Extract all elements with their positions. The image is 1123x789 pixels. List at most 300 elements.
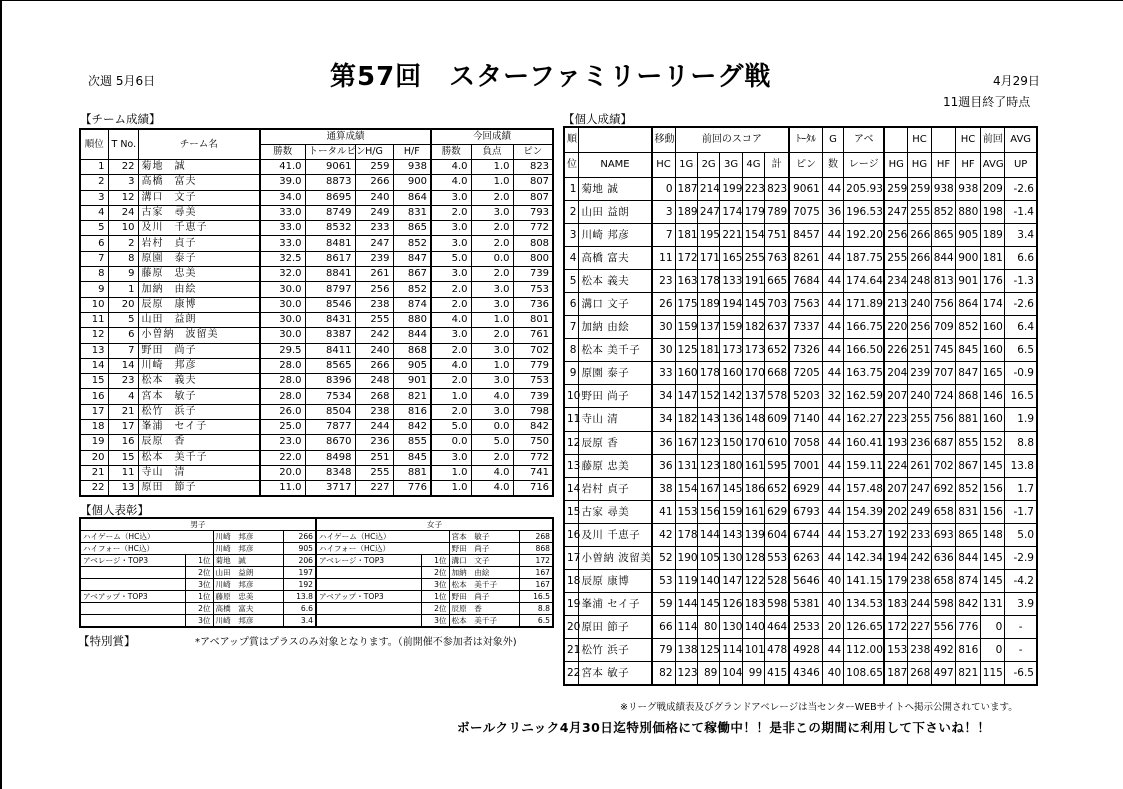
team-no: 6 [108,328,138,343]
prev-average: 152 [980,431,1005,454]
next-week-date: 次週 5月6日 [88,74,156,88]
team-current-losses: 1.0 [471,312,513,327]
player-hc: 11 [652,246,675,269]
player-name: 原田 節子 [579,616,652,639]
hc-hf: 844 [956,547,981,570]
table-row [80,160,553,175]
team-total-pins: 8431 [305,312,355,327]
special-award-note: *アベアップ賞はプラスのみ対象となります。（前開催不参加者は対象外) [195,637,517,648]
prev-g3: 173 [720,339,742,362]
hf: 636 [931,547,956,570]
table-row [564,662,1037,686]
team-current-pins: 739 [513,389,553,404]
team-no: 7 [108,343,138,358]
table-row [564,639,1037,662]
team-current-wins: 1.0 [431,465,471,480]
prev-sum: 478 [765,639,790,662]
player-hc: 34 [652,408,675,431]
table-row [564,316,1037,339]
prev-g2: 167 [697,477,719,500]
table-row [564,339,1037,362]
team-current-pins: 798 [513,404,553,419]
table-row [80,389,553,404]
awards-men-header: 男子 [80,518,316,531]
team-total-wins: 28.0 [260,374,305,389]
hc-hf: 831 [956,500,981,523]
player-rank: 22 [564,662,579,686]
player-rank: 8 [564,339,579,362]
games: 44 [822,362,843,385]
ind-header-hc-hg-1: HC [908,127,931,152]
total-pins: 7058 [789,431,822,454]
team-name: 加納 由絵 [138,282,260,297]
prev-g2: 140 [697,570,719,593]
prev-sum: 665 [765,269,790,292]
prev-g2: 178 [697,362,719,385]
team-hg: 268 [355,389,393,404]
team-current-pins: 808 [513,236,553,251]
team-hf: 867 [393,267,431,282]
team-no: 8 [108,251,138,266]
team-hf: 855 [393,435,431,450]
ave-top3-men-value: 206 [283,555,316,567]
men-high-game-label: ハイゲーム（HC込） [80,531,213,543]
women-high-game-name: 宮本 敏子 [449,531,519,543]
ave-top3-women-value: 172 [519,555,553,567]
average: 134.53 [844,593,885,616]
prev-g3: 174 [720,200,742,223]
hc-hg: 255 [908,408,931,431]
team-rank: 15 [80,374,108,389]
team-total-wins: 30.0 [260,312,305,327]
team-name: 岩村 貞子 [138,236,260,251]
prev-average: 160 [980,339,1005,362]
team-no: 2 [108,236,138,251]
team-total-pins: 8396 [305,374,355,389]
team-hg: 266 [355,175,393,190]
prev-g2: 80 [697,616,719,639]
team-hf: 852 [393,282,431,297]
subheader-losses: 負点 [471,145,513,160]
prev-sum: 668 [765,362,790,385]
prev-g4: 99 [742,662,764,686]
women-high-four-name: 野田 尚子 [449,543,519,555]
hc-hf: 864 [956,292,981,315]
team-total-wins: 29.5 [260,343,305,358]
prev-g2: 247 [697,200,719,223]
hc-hg: 251 [908,339,931,362]
team-rank: 10 [80,297,108,312]
team-current-wins: 5.0 [431,251,471,266]
player-rank: 11 [564,408,579,431]
table-row [564,292,1037,315]
player-name: 峯浦 セイ子 [579,593,652,616]
prev-sum: 763 [765,246,790,269]
average: 196.53 [844,200,885,223]
team-name: 原田 節子 [138,481,260,497]
team-hg: 238 [355,297,393,312]
hg: 207 [884,477,907,500]
player-rank: 19 [564,593,579,616]
team-current-losses: 0.0 [471,251,513,266]
ind-header-prev-ave-2: AVG [980,152,1005,177]
games: 44 [822,454,843,477]
prev-average: 156 [980,477,1005,500]
team-hf: 776 [393,481,431,497]
team-hf: 844 [393,328,431,343]
prev-g3: 159 [720,500,742,523]
team-current-wins: 4.0 [431,312,471,327]
prev-average: 198 [980,200,1005,223]
prev-average: 148 [980,523,1005,546]
prev-g4: 170 [742,362,764,385]
team-rank: 21 [80,465,108,480]
hf: 756 [931,292,956,315]
ind-header-hc-hg-2: HG [908,152,931,177]
team-hf: 821 [393,389,431,404]
team-rank: 5 [80,221,108,236]
prev-average: 131 [980,593,1005,616]
hc-hg: 249 [908,500,931,523]
prev-g2: 181 [697,339,719,362]
hf: 658 [931,500,956,523]
total-pins: 6793 [789,500,822,523]
team-total-pins: 8504 [305,404,355,419]
prev-g1: 187 [675,177,697,200]
prev-g4: 186 [742,477,764,500]
hg: 193 [884,431,907,454]
average: 187.75 [844,246,885,269]
games: 44 [822,547,843,570]
team-current-wins: 2.0 [431,205,471,220]
hf: 852 [931,200,956,223]
ind-header-up-1: AVG [1005,127,1037,152]
average: 126.65 [844,616,885,639]
prev-g3: 130 [720,547,742,570]
team-total-wins: 30.0 [260,328,305,343]
hc-hg: 242 [908,547,931,570]
ave-top3-men-name: 川崎 邦彦 [213,579,283,591]
avg-up: -2.6 [1005,292,1037,315]
prev-g4: 179 [742,200,764,223]
hf: 709 [931,316,956,339]
team-no: 24 [108,205,138,220]
prev-g1: 123 [675,662,697,686]
team-rank: 7 [80,251,108,266]
team-rank: 17 [80,404,108,419]
hc-hf: 852 [956,316,981,339]
prev-g1: 160 [675,362,697,385]
hf: 556 [931,616,956,639]
hg: 259 [884,177,907,200]
prev-g1: 147 [675,385,697,408]
team-hg: 240 [355,343,393,358]
ind-header-hg-blank [884,127,907,152]
team-total-wins: 33.0 [260,205,305,220]
prev-sum: 578 [765,385,790,408]
table-row [80,615,553,628]
prev-g2: 178 [697,269,719,292]
games: 44 [822,223,843,246]
team-rank: 19 [80,435,108,450]
team-hg: 261 [355,267,393,282]
games: 32 [822,385,843,408]
team-hf: 816 [393,404,431,419]
table-row [80,343,553,358]
prev-g3: 136 [720,408,742,431]
hc-hg: 261 [908,454,931,477]
table-row [564,477,1037,500]
team-total-wins: 34.0 [260,190,305,205]
aveup-top3-women-value: 8.8 [519,603,553,615]
hc-hf: 905 [956,223,981,246]
team-current-wins: 5.0 [431,420,471,435]
table-row [564,454,1037,477]
hg: 224 [884,454,907,477]
prev-average: 189 [980,223,1005,246]
team-current-pins: 736 [513,297,553,312]
prev-average: 176 [980,269,1005,292]
total-pins: 5381 [789,593,822,616]
player-name: 辰原 康博 [579,570,652,593]
ave-top3-women-rank: 3位 [421,579,449,591]
team-hg: 239 [355,251,393,266]
ind-header-hc-hf-2: HF [956,152,981,177]
prev-g4: 182 [742,316,764,339]
team-rank: 11 [80,312,108,327]
team-hg: 249 [355,205,393,220]
team-hg: 233 [355,221,393,236]
aveup-top3-men-name: 川崎 邦彦 [213,615,283,628]
ind-header-games-1: G [822,127,843,152]
prev-g4: 173 [742,339,764,362]
subheader-pins: ピン [513,145,553,160]
team-total-pins: 8565 [305,358,355,373]
team-name: 菊地 誠 [138,160,260,175]
prev-g3: 143 [720,523,742,546]
team-total-wins: 33.0 [260,236,305,251]
individual-section-label: 【個人成績】 [563,112,632,126]
team-no: 21 [108,404,138,419]
table-row [564,269,1037,292]
team-current-pins: 801 [513,312,553,327]
team-no: 14 [108,358,138,373]
player-name: 寺山 清 [579,408,652,431]
hc-hf: 881 [956,408,981,431]
avg-up: -1.7 [1005,500,1037,523]
table-row [80,282,553,297]
ind-header-jun: 順 [564,127,579,152]
aveup-top3-men-value: 6.6 [283,603,316,615]
team-current-losses: 5.0 [471,435,513,450]
table-row [564,431,1037,454]
team-hf: 900 [393,175,431,190]
hg: 192 [884,523,907,546]
hf: 813 [931,269,956,292]
footnote: ※リーグ戦成績表及びグランドアベレージは当センターWEBサイトへ掲示公開されています。 [620,702,1018,713]
hg: 204 [884,362,907,385]
prev-g3: 194 [720,292,742,315]
team-hf: 865 [393,221,431,236]
team-no: 9 [108,267,138,282]
prev-average: 145 [980,570,1005,593]
total-pins: 6263 [789,547,822,570]
team-current-wins: 2.0 [431,404,471,419]
team-name: 高橋 富夫 [138,175,260,190]
avg-up: 6.5 [1005,339,1037,362]
team-current-wins: 3.0 [431,221,471,236]
prev-g1: 154 [675,477,697,500]
team-hf: 831 [393,205,431,220]
team-total-wins: 22.0 [260,450,305,465]
team-name: 松竹 浜子 [138,404,260,419]
hf: 497 [931,662,956,686]
player-rank: 16 [564,523,579,546]
team-no: 20 [108,297,138,312]
player-rank: 2 [564,200,579,223]
team-current-wins: 1.0 [431,389,471,404]
hc-hf: 847 [956,362,981,385]
table-row [564,523,1037,546]
prev-g1: 167 [675,431,697,454]
total-pins: 2533 [789,616,822,639]
header-total: 通算成績 [260,129,431,145]
ave-top3-men-rank: 2位 [185,567,213,579]
team-total-pins: 8797 [305,282,355,297]
prev-g1: 159 [675,316,697,339]
prev-sum: 528 [765,570,790,593]
team-total-pins: 8749 [305,205,355,220]
table-row [564,177,1037,200]
prev-g2: 214 [697,177,719,200]
team-no: 16 [108,435,138,450]
prev-sum: 464 [765,616,790,639]
team-rank: 8 [80,267,108,282]
hg: 234 [884,269,907,292]
team-hf: 847 [393,251,431,266]
ind-header-ave-1: アベ [844,127,885,152]
table-row [80,251,553,266]
avg-up: - [1005,616,1037,639]
hg: 194 [884,547,907,570]
player-name: 小曽納 波留美 [579,547,652,570]
prev-g4: 170 [742,431,764,454]
avg-up: -2.6 [1005,177,1037,200]
header-rank: 順位 [80,129,108,160]
games: 44 [822,269,843,292]
games: 44 [822,523,843,546]
player-name: 辰原 香 [579,431,652,454]
aveup-top3-men-name: 藤原 忠美 [213,591,283,603]
hf: 692 [931,477,956,500]
team-name: 寺山 清 [138,465,260,480]
hc-hg: 255 [908,200,931,223]
hc-hf: 874 [956,570,981,593]
ind-header-prev-ave-1: 前回 [980,127,1005,152]
prev-g3: 126 [720,593,742,616]
table-row [80,267,553,282]
player-name: 古家 尋美 [579,500,652,523]
women-high-game-value: 268 [519,531,553,543]
prev-g2: 145 [697,593,719,616]
ave-top3-men-label [80,579,185,591]
average: 163.75 [844,362,885,385]
prev-average: 115 [980,662,1005,686]
player-hc: 36 [652,431,675,454]
prev-g4: 101 [742,639,764,662]
team-total-pins: 8670 [305,435,355,450]
hf: 724 [931,385,956,408]
prev-g1: 190 [675,547,697,570]
team-hf: 881 [393,465,431,480]
average: 171.89 [844,292,885,315]
aveup-top3-women-value: 16.5 [519,591,553,603]
prev-g1: 172 [675,246,697,269]
player-rank: 4 [564,246,579,269]
prev-sum: 703 [765,292,790,315]
prev-g3: 147 [720,570,742,593]
prev-g4: 122 [742,570,764,593]
player-name: 及川 千恵子 [579,523,652,546]
prev-g3: 130 [720,616,742,639]
ind-header-prev-score: 前回のスコア [675,127,789,152]
hc-hg: 233 [908,523,931,546]
avg-up: -1.4 [1005,200,1037,223]
player-rank: 15 [564,500,579,523]
team-current-pins: 750 [513,435,553,450]
avg-up: -6.5 [1005,662,1037,686]
table-row [80,450,553,465]
ave-top3-men-label [80,567,185,579]
team-name: 及川 千恵子 [138,221,260,236]
table-row [564,547,1037,570]
hc-hg: 247 [908,477,931,500]
prev-g4: 137 [742,385,764,408]
average: 205.93 [844,177,885,200]
team-current-pins: 702 [513,343,553,358]
prev-g2: 156 [697,500,719,523]
team-current-wins: 4.0 [431,175,471,190]
player-name: 野田 尚子 [579,385,652,408]
hf: 693 [931,523,956,546]
team-name: 山田 益朗 [138,312,260,327]
header-team-no: T No. [108,129,138,160]
team-current-pins: 772 [513,221,553,236]
avg-up: -1.3 [1005,269,1037,292]
total-pins: 6929 [789,477,822,500]
prev-sum: 598 [765,593,790,616]
player-hc: 82 [652,662,675,686]
player-hc: 79 [652,639,675,662]
ave-top3-women-label: アベレージ・TOP3 [316,555,421,567]
ind-header-hf-blank [931,127,956,152]
team-current-pins: 739 [513,267,553,282]
ave-top3-women-name: 溝口 文子 [449,555,519,567]
week-status: 11週目終了時点 [943,95,1031,109]
team-current-pins: 761 [513,328,553,343]
hc-hg: 240 [908,385,931,408]
aveup-top3-men-rank: 1位 [185,591,213,603]
prev-g3: 145 [720,477,742,500]
total-pins: 8457 [789,223,822,246]
hf: 756 [931,408,956,431]
average: 174.64 [844,269,885,292]
player-name: 加納 由絵 [579,316,652,339]
team-current-losses: 2.0 [471,267,513,282]
hc-hf: 855 [956,431,981,454]
player-hc: 42 [652,523,675,546]
total-pins: 7075 [789,200,822,223]
